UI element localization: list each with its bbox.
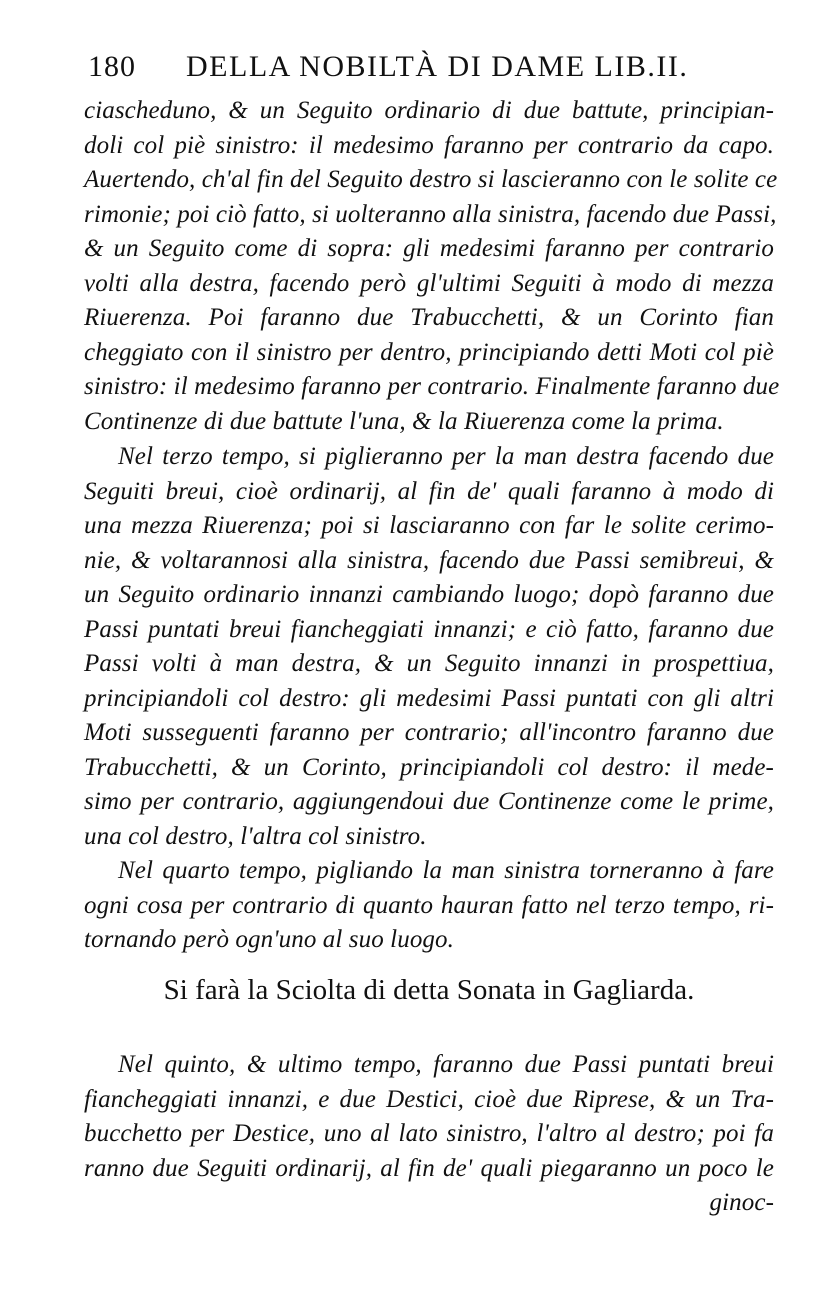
text-line: ogni cosa per contrario di quanto hauran fatto nel terzo tempo, ri- <box>84 891 774 919</box>
running-head <box>88 50 728 90</box>
running-title: DELLA NOBILTÀ DI DAME LIB.II. <box>186 50 689 83</box>
text-line: fiancheggiati innanzi, e due Destici, cioè due Riprese, & un Tra- <box>84 1085 774 1113</box>
text-line: Nel quinto, & ultimo tempo, faranno due Passi puntati breui <box>118 1051 774 1078</box>
text-line: nie, & voltarannosi alla sinistra, facendo due Passi semibreui, & <box>84 546 774 574</box>
text-line: un Seguito ordinario innanzi cambiando luogo; dopò faranno due <box>84 581 774 608</box>
text-line: ciascheduno, & un Seguito ordinario di due battute, principian- <box>84 97 774 124</box>
text-line: cheggiato con il sinistro per dentro, principiando detti Moti col piè <box>84 338 774 366</box>
paragraph-3 <box>84 854 774 958</box>
text-line: sinistro: il medesimo faranno per contrario. Finalmente faranno due <box>84 373 780 400</box>
text-line: & un Seguito come di sopra: gli medesimi faranno per contrario <box>84 235 774 262</box>
text-line: Passi volti à man destra, & un Seguito innanzi in prospettiua, <box>84 650 774 677</box>
text-line: Seguiti breui, cioè ordinarij, al fin de' quali faranno à modo di <box>84 477 774 505</box>
page-number: 180 <box>88 50 136 83</box>
text-line: ranno due Seguiti ordinarij, al fin de' quali piegaranno un poco le <box>84 1154 774 1182</box>
paragraph-1 <box>84 94 780 439</box>
text-line: Continenze di due battute l'una, & la Riuerenza come la prima. <box>84 407 724 435</box>
text-line: Auertendo, ch'al fin del Seguito destro si lascieranno con le solite ce <box>84 166 778 193</box>
paragraph-2 <box>84 440 774 854</box>
text-line: simo per contrario, aggiungendoui due Continenze come le prime, <box>84 788 774 815</box>
text-line: principiandoli col destro: gli medesimi Passi puntati con gli altri <box>84 684 774 712</box>
text-line: Riuerenza. Poi faranno due Trabucchetti, & un Corinto fian <box>84 304 774 331</box>
text-line: Trabucchetti, & un Corinto, principiandoli col destro: il mede- <box>84 753 774 781</box>
text-line: una col destro, l'altra col sinistro. <box>84 822 427 850</box>
text-line: doli col piè sinistro: il medesimo faranno per contrario da capo. <box>84 131 774 159</box>
text-line: Nel terzo tempo, si piglieranno per la man destra facendo due <box>118 443 774 470</box>
text-line: una mezza Riuerenza; poi si lasciaranno con far le solite cerimo- <box>84 512 774 539</box>
catchword: ginoc- <box>709 1189 774 1216</box>
text-line: Passi puntati breui fiancheggiati innanzi; e ciò fatto, faranno due <box>84 615 774 643</box>
section-heading: Si farà la Sciolta di detta Sonata in Gagliarda. <box>163 974 695 1006</box>
text-line: bucchetto per Destice, uno al lato sinistro, l'altro al destro; poi fa <box>84 1120 774 1147</box>
text-line: tornando però ogn'uno al suo luogo. <box>84 926 454 953</box>
text-line: Moti susseguenti faranno per contrario; all'incontro faranno due <box>84 719 774 746</box>
text-line: volti alla destra, facendo però gl'ultimi Seguiti à modo di mezza <box>84 269 774 297</box>
text-line: Nel quarto tempo, pigliando la man sinistra torneranno à fare <box>118 857 774 884</box>
text-line: rimonie; poi ciò fatto, si uolteranno alla sinistra, facendo due Passi, <box>84 200 777 228</box>
paragraph-4 <box>84 1048 774 1221</box>
